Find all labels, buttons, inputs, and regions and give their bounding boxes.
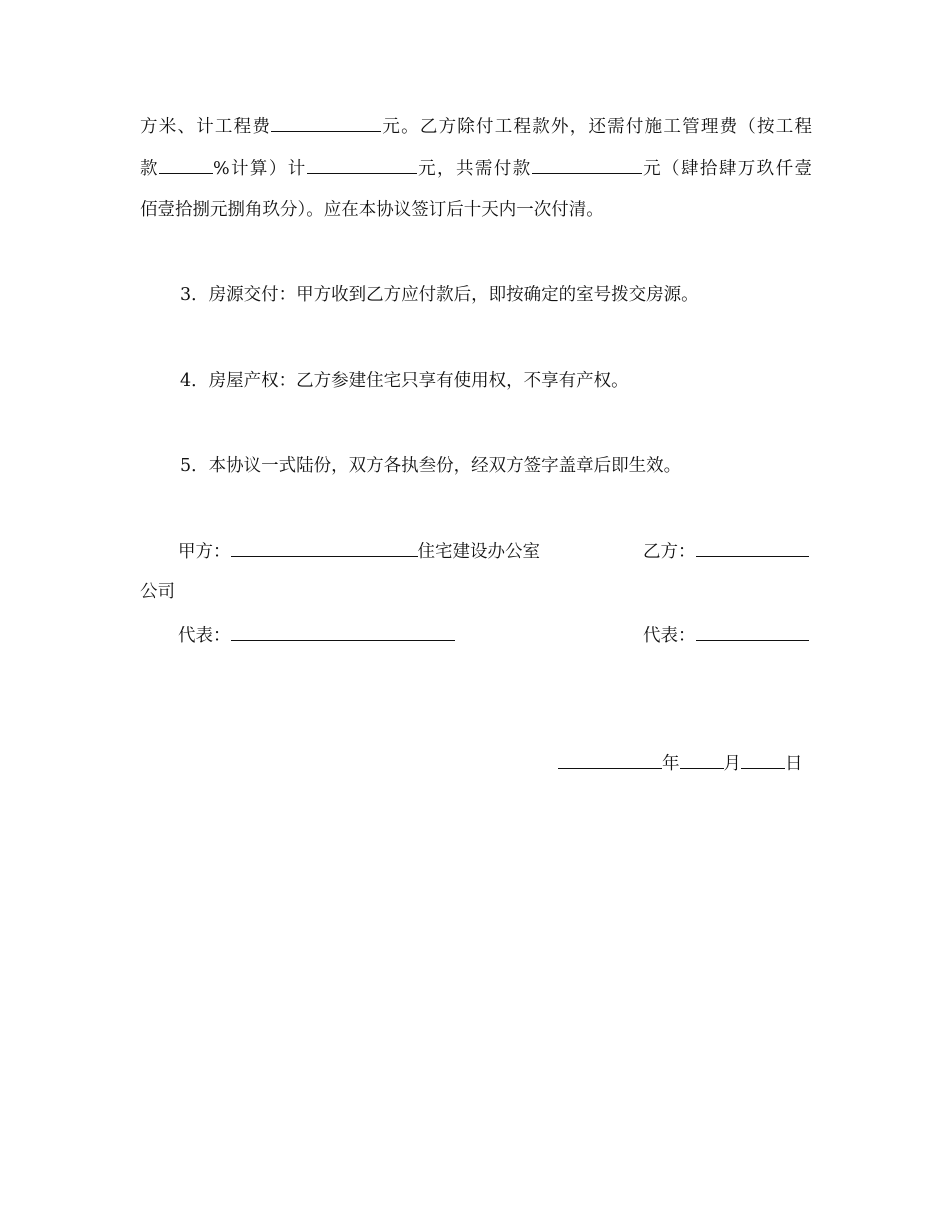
- rep-a-blank[interactable]: [231, 622, 455, 641]
- payment-text: 款: [140, 159, 159, 179]
- month-label: 月: [723, 754, 741, 774]
- party-b-label: 乙方：: [643, 542, 696, 562]
- payment-line-1: [140, 113, 812, 139]
- clause-3: 3．房源交付：甲方收到乙方应付款后，即按确定的室号拨交房源。: [180, 285, 699, 305]
- day-blank[interactable]: [741, 750, 785, 769]
- party-a-label: 甲方：: [178, 542, 231, 562]
- rep-a-line: [178, 622, 455, 648]
- clause-5: 5．本协议一式陆份，双方各执叁份，经双方签字盖章后即生效。: [180, 456, 682, 476]
- rep-b-line: [643, 622, 809, 648]
- party-a-line: [178, 538, 540, 564]
- party-b-blank[interactable]: [696, 538, 809, 557]
- party-b-line: [643, 538, 809, 564]
- clause-4: 4．房屋产权：乙方参建住宅只享有使用权，不享有产权。: [180, 371, 629, 391]
- year-blank[interactable]: [558, 750, 662, 769]
- rep-a-label: 代表：: [178, 626, 231, 646]
- month-blank[interactable]: [680, 750, 724, 769]
- percent-blank[interactable]: [159, 155, 213, 174]
- payment-text: 元，共需付款: [416, 159, 532, 179]
- payment-text: 元。乙方除付工程款外，还需付施工管理费（按工程: [381, 117, 813, 137]
- payment-text: 方米、计工程费: [140, 117, 272, 137]
- total-blank[interactable]: [532, 155, 642, 174]
- date-line: [558, 750, 803, 776]
- rep-b-blank[interactable]: [696, 622, 809, 641]
- payment-line-3: 佰壹拾捌元捌角玖分）。应在本协议签订后十天内一次付清。: [140, 200, 604, 220]
- party-a-blank[interactable]: [231, 538, 418, 557]
- payment-text: %计算）计: [212, 159, 307, 179]
- year-label: 年: [662, 754, 680, 774]
- payment-text: 元（肆拾肆万玖仟壹: [641, 159, 813, 179]
- payment-line-2: [140, 155, 812, 181]
- party-b-suffix: 公司: [140, 582, 175, 602]
- fee-blank[interactable]: [271, 113, 381, 132]
- day-label: 日: [785, 754, 803, 774]
- party-a-suffix: 住宅建设办公室: [417, 542, 540, 562]
- rep-b-label: 代表：: [643, 626, 696, 646]
- management-fee-blank[interactable]: [307, 155, 417, 174]
